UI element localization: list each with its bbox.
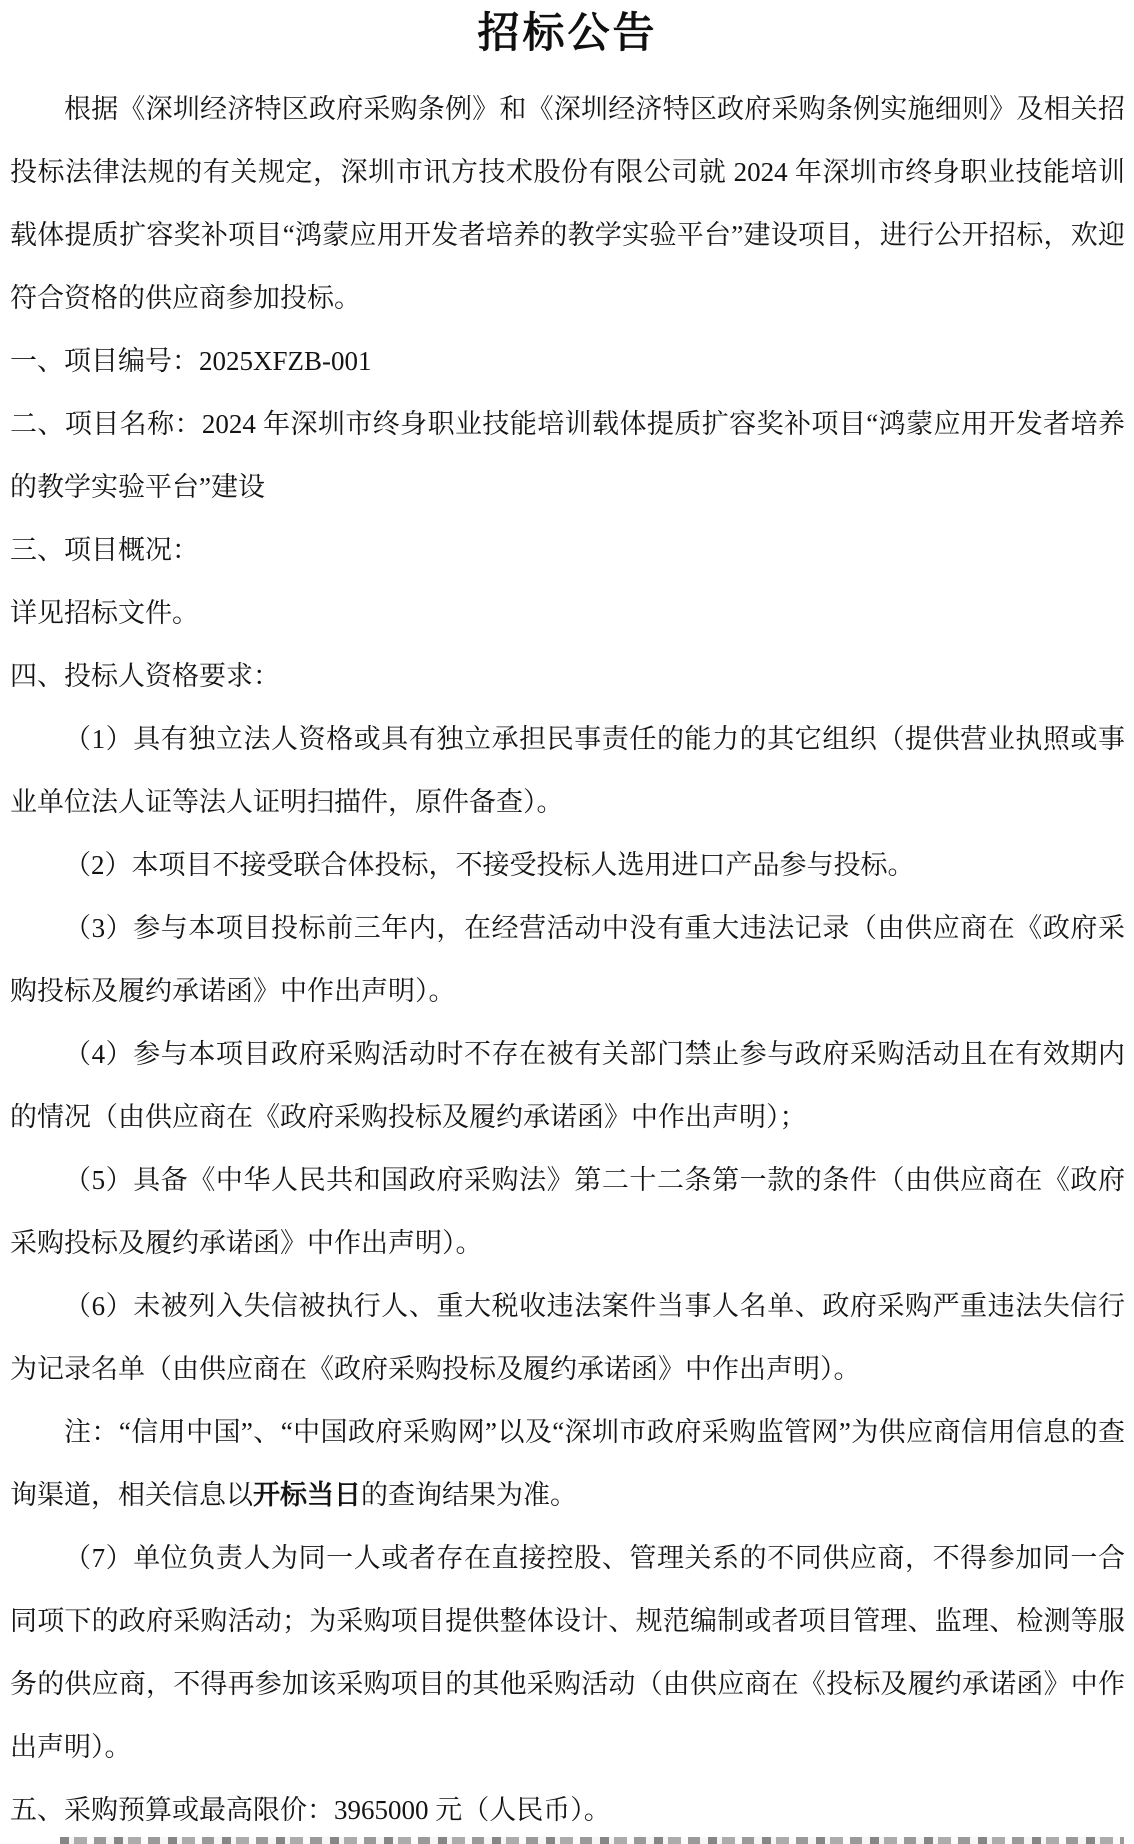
text-run: 一、项目编号：2025XFZB-001 [10,346,372,376]
text-run: 根据《深圳经济特区政府采购条例》和《深圳经济特区政府采购条例实施细则》及相关招投标法律法规的有关规定，深圳市讯方技术股份有限公司就 2024 年深圳市终身职业技能培训载体提质扩容奖补项目“鸿蒙应用开发者培养的教学实验平台”建设项目，进行公开招标，欢迎符合资格的供应商参加投标。 [10,94,1125,313]
text-run: （1）具有独立法人资格或具有独立承担民事责任的能力的其它组织（提供营业执照或事业单位法人证等法人证明扫描件，原件备查）。 [10,724,1125,817]
paragraph [10,1527,1125,1779]
paragraph [10,1401,1125,1527]
paragraph [10,645,1125,708]
text-run: 五、采购预算或最高限价：3965000 元（人民币）。 [10,1795,611,1825]
text-run: 的查询结果为准。 [361,1480,577,1510]
emphasis-text: 开标当日 [253,1480,361,1510]
paragraph [10,582,1125,645]
paragraph [10,1149,1125,1275]
text-run: 注：“信用中国”、“中国政府采购网”以及“深圳市政府采购监管网”为供应商信用信息的查询渠道，相关信息以 [10,1417,1125,1510]
cutoff-next-line [60,1837,1124,1844]
document-title: 招标公告 [477,11,658,57]
text-run: 二、项目名称：2024 年深圳市终身职业技能培训载体提质扩容奖补项目“鸿蒙应用开发者培养的教学实验平台”建设 [10,409,1125,502]
text-run: 四、投标人资格要求： [10,661,280,691]
paragraph [10,708,1125,834]
paragraph [10,897,1125,1023]
paragraph [10,393,1125,519]
text-run: （7）单位负责人为同一人或者存在直接控股、管理关系的不同供应商，不得参加同一合同项下的政府采购活动；为采购项目提供整体设计、规范编制或者项目管理、监理、检测等服务的供应商，不得再参加该采购项目的其他采购活动（由供应商在《投标及履约承诺函》中作出声明）。 [10,1543,1125,1762]
text-run: 三、项目概况： [10,535,199,565]
document-body [10,78,1125,1842]
text-run: 详见招标文件。 [10,598,199,628]
paragraph [10,330,1125,393]
text-run: （2）本项目不接受联合体投标，不接受投标人选用进口产品参与投标。 [64,850,915,880]
text-run: （3）参与本项目投标前三年内，在经营活动中没有重大违法记录（由供应商在《政府采购投标及履约承诺函》中作出声明）。 [10,913,1125,1006]
paragraph [10,1275,1125,1401]
paragraph [10,1779,1125,1842]
paragraph [10,519,1125,582]
text-run: （5）具备《中华人民共和国政府采购法》第二十二条第一款的条件（由供应商在《政府采购投标及履约承诺函》中作出声明）。 [10,1165,1125,1258]
text-run: （4）参与本项目政府采购活动时不存在被有关部门禁止参与政府采购活动且在有效期内的情况（由供应商在《政府采购投标及履约承诺函》中作出声明）； [10,1039,1125,1132]
paragraph [10,834,1125,897]
text-run: （6）未被列入失信被执行人、重大税收违法案件当事人名单、政府采购严重违法失信行为记录名单（由供应商在《政府采购投标及履约承诺函》中作出声明）。 [10,1291,1125,1384]
paragraph [10,78,1125,330]
paragraph [10,1023,1125,1149]
